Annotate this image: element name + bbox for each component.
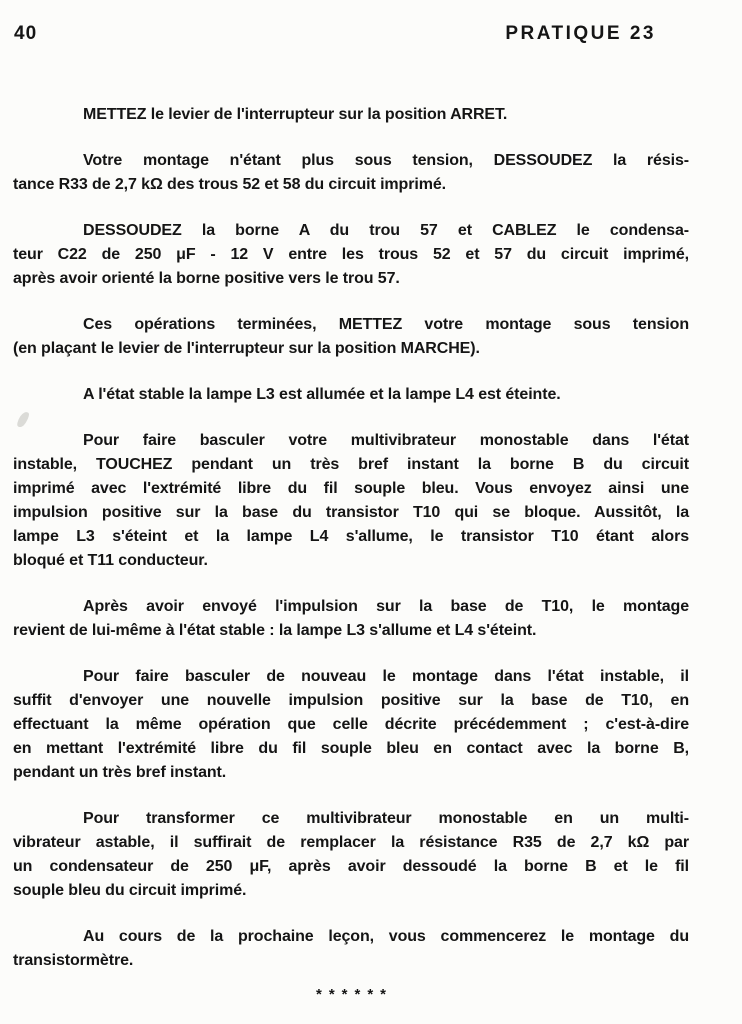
paragraph — [13, 807, 689, 903]
text-line: Ces opérations terminées, METTEZ votre montage sous tension — [83, 316, 689, 333]
text-line: impulsion positive sur la base du transistor T10 qui se bloque. Aussitôt, la — [13, 504, 689, 521]
text-line: souple bleu du circuit imprimé. — [13, 882, 247, 899]
text-line: Votre montage n'étant plus sous tension, DESSOUDEZ la résis- — [83, 152, 689, 169]
text-line: Pour faire basculer votre multivibrateur monostable dans l'état — [83, 432, 689, 449]
text-line: suffit d'envoyer une nouvelle impulsion positive sur la base de T10, en — [13, 692, 689, 709]
paragraph — [13, 149, 689, 197]
text-line: Pour transformer ce multivibrateur monostable en un multi- — [83, 810, 689, 827]
paragraph — [13, 595, 689, 643]
paragraph — [13, 383, 689, 407]
text-line: Pour faire basculer de nouveau le montage dans l'état instable, il — [83, 668, 689, 685]
text-line: revient de lui-même à l'état stable : la lampe L3 s'allume et L4 s'éteint. — [13, 622, 537, 639]
text-line: vibrateur astable, il suffirait de remplacer la résistance R35 de 2,7 kΩ par — [13, 834, 689, 851]
text-line: teur C22 de 250 μF - 12 V entre les trous 52 et 57 du circuit imprimé, — [13, 246, 689, 263]
text-line: tance R33 de 2,7 kΩ des trous 52 et 58 du circuit imprimé. — [13, 176, 446, 193]
text-line: DESSOUDEZ la borne A du trou 57 et CABLEZ le condensa- — [83, 222, 689, 239]
text-line: effectuant la même opération que celle décrite précédemment ; c'est-à-dire — [13, 716, 689, 733]
paragraph — [13, 429, 689, 573]
text-line: (en plaçant le levier de l'interrupteur sur la position MARCHE). — [13, 340, 480, 357]
page-body — [13, 103, 689, 995]
paragraph — [13, 219, 689, 291]
page-header — [14, 23, 656, 45]
paragraph — [13, 925, 689, 973]
footer-separator: ****** — [315, 986, 394, 1003]
text-line: imprimé avec l'extrémité libre du fil souple bleu. Vous envoyez ainsi une — [13, 480, 689, 497]
page-title: PRATIQUE 23 — [505, 23, 656, 44]
text-line: instable, TOUCHEZ pendant un très bref instant la borne B du circuit — [13, 456, 689, 473]
text-line: un condensateur de 250 μF, après avoir dessoudé la borne B et le fil — [13, 858, 689, 875]
text-line: A l'état stable la lampe L3 est allumée et la lampe L4 est éteinte. — [83, 386, 561, 403]
text-line: en mettant l'extrémité libre du fil souple bleu en contact avec la borne B, — [13, 740, 689, 757]
text-line: pendant un très bref instant. — [13, 764, 227, 781]
text-line: lampe L3 s'éteint et la lampe L4 s'allume, le transistor T10 étant alors — [13, 528, 689, 545]
text-line: METTEZ le levier de l'interrupteur sur la position ARRET. — [83, 106, 508, 123]
text-line: Après avoir envoyé l'impulsion sur la base de T10, le montage — [83, 598, 689, 615]
text-line: bloqué et T11 conducteur. — [13, 552, 208, 569]
paragraph — [13, 313, 689, 361]
text-line: transistormètre. — [13, 952, 134, 969]
page-number: 40 — [14, 23, 38, 44]
paragraph — [13, 103, 689, 127]
text-line: Au cours de la prochaine leçon, vous commencerez le montage du — [83, 928, 689, 945]
paragraph — [13, 665, 689, 785]
text-line: après avoir orienté la borne positive vers le trou 57. — [13, 270, 400, 287]
